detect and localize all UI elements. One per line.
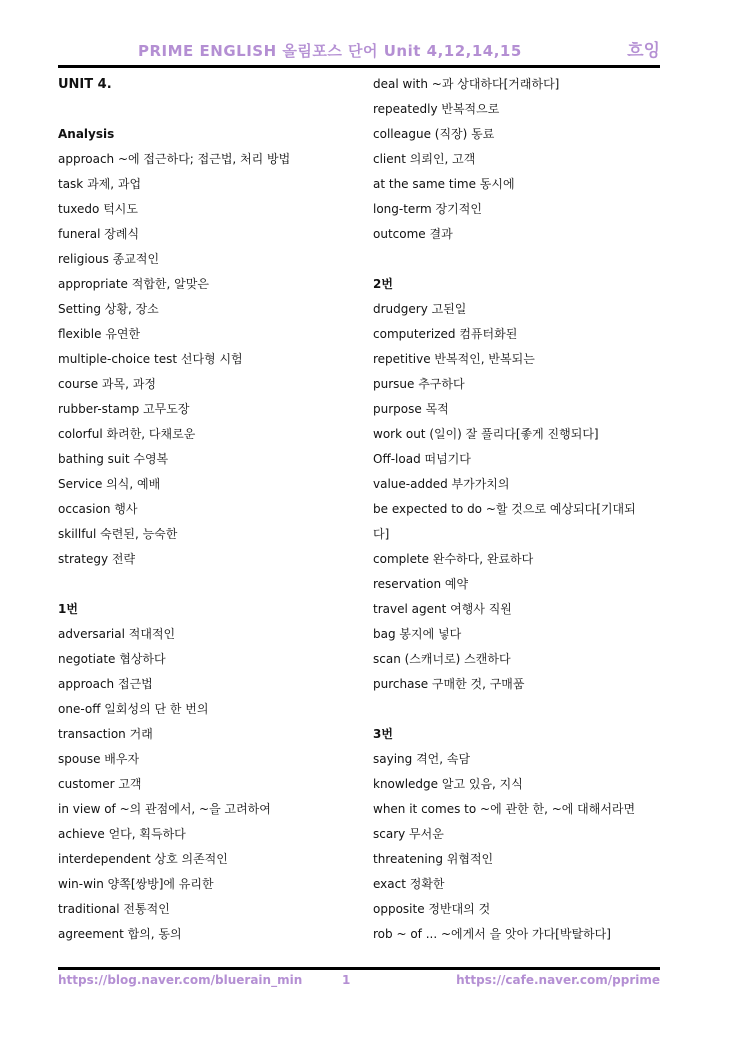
vocab-entry: bag 봉지에 넣다 (373, 627, 462, 641)
vocab-entry: exact 정확한 (373, 877, 445, 891)
vocab-entry: traditional 전통적인 (58, 902, 170, 916)
spacer (58, 572, 358, 597)
vocab-entry: occasion 행사 (58, 502, 138, 516)
vocab-entry: colorful 화려한, 다채로운 (58, 427, 196, 441)
vocab-entry: approach ~에 접근하다; 접근법, 처리 방법 (58, 152, 291, 166)
section-heading: 3번 (373, 727, 393, 741)
vocab-entry: when it comes to ~에 관한 한, ~에 대해서라면 (373, 802, 636, 816)
unit-title: UNIT 4. (58, 77, 112, 92)
vocab-entry: reservation 예약 (373, 577, 469, 591)
vocab-entry: purpose 목적 (373, 402, 449, 416)
vocab-entry: be expected to do ~할 것으로 예상되다[기대되 (373, 502, 636, 516)
vocab-entry: win-win 양쪽[쌍방]에 유리한 (58, 877, 214, 891)
spacer (373, 247, 673, 272)
spacer (58, 97, 358, 122)
vocab-entry: Service 의식, 예배 (58, 477, 161, 491)
vocab-entry: threatening 위협적인 (373, 852, 494, 866)
vocab-entry: complete 완수하다, 완료하다 (373, 552, 534, 566)
vocab-entry: adversarial 적대적인 (58, 627, 176, 641)
vocab-entry: outcome 결과 (373, 227, 453, 241)
vocab-entry: pursue 추구하다 (373, 377, 465, 391)
vocab-entry: 다] (373, 527, 390, 541)
vocab-entry: flexible 유연한 (58, 327, 141, 341)
vocab-entry: strategy 전략 (58, 552, 136, 566)
section-heading: 2번 (373, 277, 393, 291)
page-number: 1 (342, 973, 351, 987)
vocab-entry: rob ~ of ... ~에게서 을 앗아 가다[박탈하다] (373, 927, 611, 941)
vocab-entry: long-term 장기적인 (373, 202, 482, 216)
vocab-entry: Setting 상황, 장소 (58, 302, 159, 316)
vocab-entry: rubber-stamp 고무도장 (58, 402, 190, 416)
vocab-entry: repetitive 반복적인, 반복되는 (373, 352, 535, 366)
vocab-entry: spouse 배우자 (58, 752, 140, 766)
vocab-entry: computerized 컴퓨터화된 (373, 327, 518, 341)
left-column (58, 72, 358, 947)
vocab-entry: Off-load 떠넘기다 (373, 452, 471, 466)
vocab-entry: value-added 부가가치의 (373, 477, 510, 491)
vocab-entry: opposite 정반대의 것 (373, 902, 491, 916)
section-heading: 1번 (58, 602, 78, 616)
vocab-entry: funeral 장례식 (58, 227, 140, 241)
vocab-entry: knowledge 알고 있음, 지식 (373, 777, 523, 791)
header-title: PRIME ENGLISH 올림포스 단어 Unit 4,12,14,15 (138, 42, 522, 60)
page-header (58, 36, 660, 66)
right-column (373, 72, 673, 947)
vocab-entry: client 의뢰인, 고객 (373, 152, 476, 166)
vocab-entry: course 과목, 과정 (58, 377, 156, 391)
vocab-entry: travel agent 여행사 직원 (373, 602, 512, 616)
spacer (373, 697, 673, 722)
vocab-entry: saying 격언, 속담 (373, 752, 471, 766)
vocab-entry: religious 종교적인 (58, 252, 160, 266)
vocab-entry: interdependent 상호 의존적인 (58, 852, 228, 866)
vocab-entry: agreement 합의, 동의 (58, 927, 182, 941)
cafe-link[interactable]: https://cafe.naver.com/pprime (456, 973, 660, 987)
vocab-entry: task 과제, 과업 (58, 177, 142, 191)
vocab-entry: repeatedly 반복적으로 (373, 102, 500, 116)
vocab-entry: work out (일이) 잘 풀리다[좋게 진행되다] (373, 427, 599, 441)
vocab-entry: negotiate 협상하다 (58, 652, 166, 666)
vocab-entry: customer 고객 (58, 777, 142, 791)
vocab-entry: transaction 거래 (58, 727, 153, 741)
header-logo: 흐잉 (627, 41, 660, 61)
footer-rule (58, 967, 660, 970)
vocab-entry: drudgery 고된일 (373, 302, 467, 316)
vocab-entry: skillful 숙련된, 능숙한 (58, 527, 178, 541)
vocab-entry: at the same time 동시에 (373, 177, 515, 191)
header-rule (58, 65, 660, 68)
vocab-entry: achieve 얻다, 획득하다 (58, 827, 186, 841)
blog-link[interactable]: https://blog.naver.com/bluerain_min (58, 973, 303, 987)
vocab-entry: bathing suit 수영복 (58, 452, 169, 466)
vocab-entry: colleague (직장) 동료 (373, 127, 495, 141)
vocab-entry: tuxedo 턱시도 (58, 202, 138, 216)
vocab-entry: one-off 일회성의 단 한 번의 (58, 702, 209, 716)
vocab-entry: scan (스캐너로) 스캔하다 (373, 652, 511, 666)
vocab-entry: purchase 구매한 것, 구매품 (373, 677, 525, 691)
vocab-entry: appropriate 적합한, 알맞은 (58, 277, 209, 291)
vocab-entry: in view of ~의 관점에서, ~을 고려하여 (58, 802, 271, 816)
vocab-entry: approach 접근법 (58, 677, 153, 691)
page-footer (58, 973, 660, 993)
section-heading: Analysis (58, 127, 115, 141)
vocab-entry: multiple-choice test 선다형 시험 (58, 352, 243, 366)
vocab-entry: deal with ~과 상대하다[거래하다] (373, 77, 560, 91)
vocab-entry: scary 무서운 (373, 827, 444, 841)
